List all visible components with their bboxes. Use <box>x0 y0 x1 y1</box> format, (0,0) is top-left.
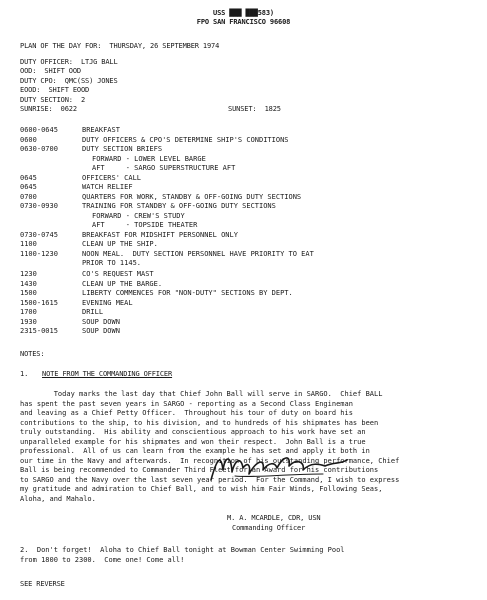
paragraph-line: truly outstanding. His ability and conscientious approach to his work have set an <box>20 428 366 436</box>
paragraph-line: contributions to the ship, to his division, and to hundreds of his shipmates has been <box>20 418 379 427</box>
schedule-event: QUARTERS FOR WORK, STANDBY & OFF-GOING DUTY SECTIONS <box>82 192 302 201</box>
schedule-event: AFT - SARGO SUPERSTRUCTURE AFT <box>92 164 236 172</box>
duty-section: DUTY SECTION: 2 <box>20 96 86 104</box>
schedule-event: LIBERTY COMMENCES FOR "NON-DUTY" SECTIONS BY DEPT. <box>82 289 293 297</box>
schedule-event: NOON MEAL. DUTY SECTION PERSONNEL HAVE PRIORITY TO EAT <box>82 249 314 258</box>
note1-number: 1. <box>20 370 29 378</box>
sunset: SUNSET: 1825 <box>228 105 281 113</box>
duty-officer: DUTY OFFICER: LTJG BALL <box>20 58 118 66</box>
note2-line: from 1800 to 2300. Come one! Come all! <box>20 555 185 564</box>
schedule-event: CLEAN UP THE BARGE. <box>82 279 163 288</box>
schedule-event: DUTY SECTION BRIEFS <box>82 145 163 153</box>
paragraph-line: to SARGO and the Navy over the last seven year period. For the Command, I wish to express <box>20 475 400 484</box>
schedule-time: 0645 <box>20 183 37 191</box>
schedule-event: FORWARD - LOWER LEVEL BARGE <box>92 154 206 163</box>
schedule-event: SOUP DOWN <box>82 317 120 326</box>
schedule-time: 1230 <box>20 270 37 278</box>
notes-label: NOTES: <box>20 350 45 358</box>
schedule-event: DUTY OFFICERS & CPO'S DETERMINE SHIP'S CONDITIONS <box>82 135 289 144</box>
note2-line: 2. Don't forget! Aloha to Chief Ball tonight at Bowman Center Swimming Pool <box>20 546 345 554</box>
schedule-time: 1100-1230 <box>20 249 58 258</box>
handwritten-signature <box>205 448 355 488</box>
schedule-time: 1500-1615 <box>20 298 58 307</box>
eood: EOOD: SHIFT EOOD <box>20 86 90 94</box>
schedule-event: AFT - TOPSIDE THEATER <box>92 221 198 229</box>
schedule-time: 0630-0700 <box>20 145 58 153</box>
schedule-time: 1100 <box>20 240 37 248</box>
schedule-event: DRILL <box>82 308 104 316</box>
paragraph-line: unparalleled example for his shipmates and won their respect. John Ball is a true <box>20 437 366 446</box>
duty-cpo: DUTY CPO: QMC(SS) JONES <box>20 77 118 85</box>
schedule-time: 2315-0015 <box>20 327 58 335</box>
note1-title: NOTE FROM THE COMMANDING OFFICER <box>42 370 173 378</box>
schedule-event: OFFICERS' CALL <box>82 173 142 182</box>
schedule-event: BREAKFAST <box>82 126 120 134</box>
paragraph-line: professional. All of us can learn from the example he has set and apply it both in <box>20 447 370 455</box>
paragraph-line: has spent the past seven years in SARGO - reporting as a Second Class Engineman <box>20 399 353 408</box>
schedule-time: 1930 <box>20 317 37 326</box>
ood: OOD: SHIFT OOD <box>20 67 81 75</box>
schedule-time: 1430 <box>20 279 37 288</box>
schedule-event: WATCH RELIEF <box>82 183 133 191</box>
paragraph-line: Today marks the last day that Chief John Ball will serve in SARGO. Chief BALL <box>20 390 383 398</box>
schedule-event: EVENING MEAL <box>82 298 133 307</box>
schedule-event: FORWARD - CREW'S STUDY <box>92 211 185 220</box>
schedule-event: TRAINING FOR STANDBY & OFF-GOING DUTY SECTIONS <box>82 202 276 210</box>
schedule-time: 0700 <box>20 192 37 201</box>
schedule-time: 0730-0930 <box>20 202 58 210</box>
schedule-time: 0600 <box>20 135 37 144</box>
paragraph-line: and leaving as a Chief Petty Officer. Throughout his tour of duty on board his <box>20 409 353 417</box>
paragraph-line: Ball is being recommended to Commander Third Fleet for an Award for his contributions <box>20 466 379 474</box>
schedule-event: BREAKFAST FOR MIDSHIFT PERSONNEL ONLY <box>82 230 238 239</box>
paragraph-line: our time in the Navy and afterwards. In recognition of his outstanding performance, Chief <box>20 456 400 465</box>
ship-name-line: USS ███ ███583) <box>213 9 274 17</box>
paragraph-line: Aloha, and Mahalo. <box>20 494 96 503</box>
fpo-address-line: FPO SAN FRANCISCO 96608 <box>196 18 291 26</box>
paragraph-line: my gratitude and admiration to Chief Ball, and to wish him Fair Winds, Following Seas, <box>20 485 383 493</box>
sunrise: SUNRISE: 0622 <box>20 105 77 113</box>
see-reverse: SEE REVERSE <box>20 580 65 588</box>
schedule-time: 1500 <box>20 289 37 297</box>
signer-name: M. A. MCARDLE, CDR, USN <box>227 514 321 522</box>
schedule-time: 1700 <box>20 308 37 316</box>
schedule-time: 0645 <box>20 173 37 182</box>
schedule-event: CLEAN UP THE SHIP. <box>82 240 158 248</box>
plan-title: PLAN OF THE DAY FOR: THURSDAY, 26 SEPTEMBER 1974 <box>20 42 220 50</box>
schedule-event: PRIOR TO 1145. <box>82 259 142 267</box>
schedule-event: CO'S REQUEST MAST <box>82 270 154 278</box>
schedule-event: SOUP DOWN <box>82 327 120 335</box>
signer-title: Commanding Officer <box>232 524 306 532</box>
schedule-time: 0600-0645 <box>20 126 58 134</box>
schedule-time: 0730-0745 <box>20 230 58 239</box>
